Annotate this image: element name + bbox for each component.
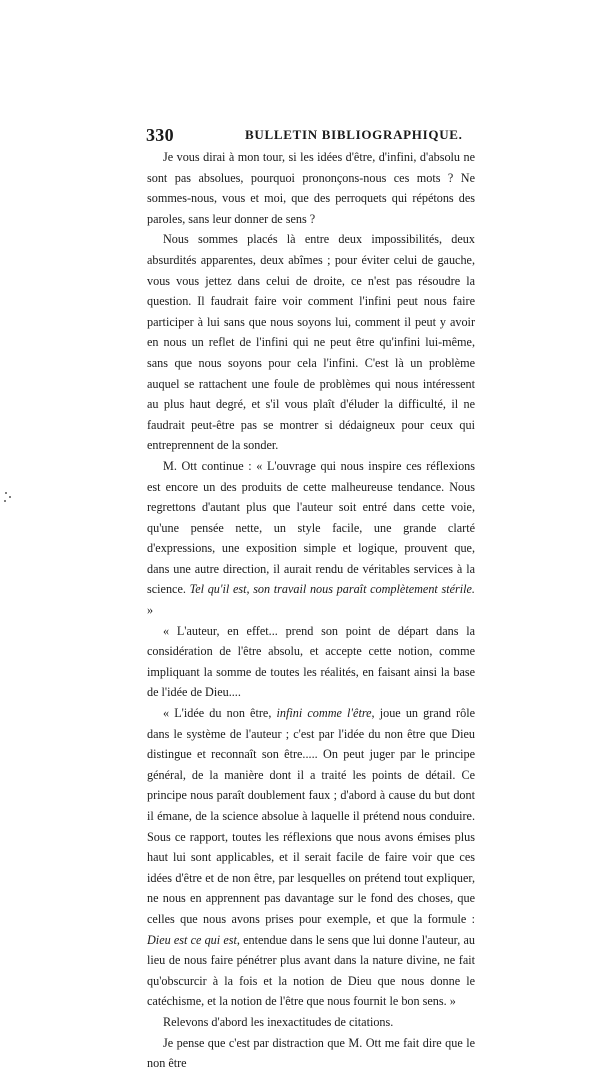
running-title: BULLETIN BIBLIOGRAPHIQUE. (245, 127, 463, 142)
body-text (147, 147, 475, 1074)
italic-text-run: infini comme l'être (276, 706, 372, 721)
paragraph (147, 229, 475, 456)
paragraph (147, 703, 475, 1012)
text-run: » (147, 603, 154, 618)
text-run: « L'idée du non être, (163, 706, 277, 721)
paragraph (147, 456, 475, 621)
paragraph (147, 1033, 475, 1074)
page-number: 330 (146, 125, 174, 145)
text-run: M. Ott continue : « L'ouvrage qui nous inspire ces réflexions est encore un des produits de cette malheureuse tendance. Nous regrettons d'autant plus que l'auteur soit entré dans cette voie, qu'une pensée nette, un style facile, une grande clarté d'expressions, une exposition simple et logique, prouvent que, dans une autre direction, il aurait rendu de véritables services à la science. (147, 458, 475, 597)
text-run: , entendue dans le sens que lui donne l'auteur, au lieu de nous faire pénétrer plus avant dans la nature divine, ne fait qu'obscurcir à la fois et la notion de Dieu que nous donne le catéchisme, et la notion de l'être que nous fournit le bon sens. » (147, 932, 475, 1009)
text-run: « L'auteur, en effet... prend son point de départ dans la considération de l'être absolu, et accepte cette notion, comme impliquant la somme de toutes les réalités, en faisant ainsi la base de l'idée de Dieu.... (147, 623, 475, 700)
page-header (146, 120, 476, 146)
text-run: Je pense que c'est par distraction que M. Ott me fait dire que le non être (147, 1035, 475, 1071)
italic-text-run: Dieu est ce qui est (147, 932, 237, 947)
margin-speck-mark (3, 489, 15, 507)
paragraph (147, 621, 475, 703)
paragraph (147, 147, 475, 229)
paragraph (147, 1012, 475, 1033)
text-run: Nous sommes placés là entre deux impossibilités, deux absurdités apparentes, deux abîmes ; pour éviter celui de gauche, vous vous jettez dans celui de droite, ce n'est pas résoudre la question. Il faudrait faire voir comment l'infini peut nous faire participer à lui sans que nous soyons lui, comment il peut y avoir en nous un reflet de l'infini qui ne peut être qu'infini lui-même, sans que nous soyons pour cela l'infini. C'est là un problème auquel se rattachent une foule de problèmes qui nous intéressent au plus haut degré, et s'il vous plaît d'éluder la difficulté, il ne faudrait peut-être pas se montrer si dédaigneux pour ceux qui entreprennent de la sonder. (147, 232, 475, 453)
text-run: Relevons d'abord les inexactitudes de citations. (163, 1014, 394, 1029)
text-run: , joue un grand rôle dans le système de l'auteur ; c'est par l'idée du non être que Dieu distingue et reconnaît son être..... On peut juger par le principe général, de la manière dont il a traité les points de détail. Ce principe nous paraît doublement faux ; d'abord à cause du but dont il émane, de la science absolue à laquelle il prétend nous conduire. Sous ce rapport, toutes les réflexions que nous avons émises plus haut lui sont applicables, et il serait facile de faire voir que ces idées d'être et de non être, par lesquelles on prétend tout expliquer, ne nous en apprennent pas davantage sur le fond des choses, que celles que nous avons prises pour exemple, et que la formule : (147, 706, 475, 926)
italic-text-run: Tel qu'il est, son travail nous paraît complètement stérile. (189, 582, 475, 597)
text-run: Je vous dirai à mon tour, si les idées d'être, d'infini, d'absolu ne sont pas absolues, pourquoi prononçons-nous ces mots ? Ne sommes-nous, vous et moi, que des perroquets qui répétons des paroles, sans leur donner de sens ? (147, 150, 475, 226)
